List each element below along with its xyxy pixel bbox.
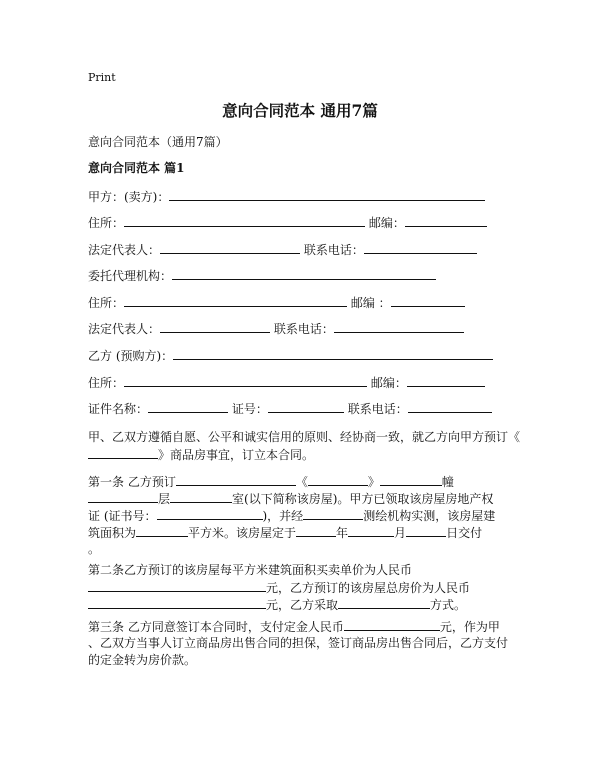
agent-legal-row xyxy=(88,321,464,336)
agent-row xyxy=(88,268,436,283)
buyer-address-row xyxy=(88,375,485,390)
text: 平方米。该房屋定于 xyxy=(188,526,297,540)
text: 幢 xyxy=(441,475,454,489)
blank xyxy=(136,525,188,537)
article3-line-1 xyxy=(88,619,500,634)
text: 证 (证书号： xyxy=(88,509,157,523)
blank xyxy=(303,508,363,520)
article2-line-1: 第二条乙方预订的该房屋每平方米建筑面积买卖单价为人民币 xyxy=(88,563,413,577)
legal-rep-blank xyxy=(160,242,300,254)
address-blank xyxy=(124,375,367,387)
seller-legal-row xyxy=(88,242,477,257)
postcode-label: 邮编： xyxy=(370,376,407,390)
text: 《 xyxy=(295,475,308,489)
intro-tail: 》商品房事宜，订立本合同。 xyxy=(158,448,315,462)
blank xyxy=(296,525,336,537)
seller-blank xyxy=(169,189,485,201)
text: 月 xyxy=(394,526,407,540)
blank xyxy=(406,525,446,537)
blank xyxy=(348,525,394,537)
address-blank xyxy=(124,215,365,227)
address-label: 住所： xyxy=(88,376,125,390)
phone-label: 联系电话： xyxy=(273,322,334,336)
agent-blank xyxy=(172,268,436,280)
legal-rep-label: 法定代表人： xyxy=(88,243,161,257)
cert-no-label: 证号： xyxy=(231,402,268,416)
text: 年 xyxy=(336,526,349,540)
article2-line-3 xyxy=(88,597,466,612)
blank xyxy=(170,491,232,503)
blank xyxy=(176,474,296,486)
section-heading: 意向合同范本 篇1 xyxy=(88,161,185,175)
blank xyxy=(88,491,158,503)
cert-name-label: 证件名称： xyxy=(88,402,149,416)
postcode-label: 邮编 ： xyxy=(350,296,391,310)
text: )，并经 xyxy=(262,509,304,523)
print-link[interactable]: Print xyxy=(88,71,116,84)
legal-rep-label: 法定代表人： xyxy=(88,322,161,336)
text: 》 xyxy=(367,475,380,489)
unit-price-blank xyxy=(88,580,266,592)
text: 筑面积为 xyxy=(88,526,137,540)
postcode-blank xyxy=(391,295,465,307)
page-title: 意向合同范本 通用7篇 xyxy=(222,101,378,120)
article3-line-2: 、乙双方当事人订立商品房出售合同的担保，签订商品房出售合同后，乙方支付 xyxy=(88,636,509,650)
phone-blank xyxy=(408,401,492,413)
postcode-label: 邮编： xyxy=(368,216,405,230)
postcode-blank xyxy=(407,375,485,387)
text: 元，乙方采取 xyxy=(266,598,339,612)
address-label: 住所： xyxy=(88,216,125,230)
phone-label: 联系电话： xyxy=(347,402,408,416)
blank xyxy=(380,474,442,486)
blank xyxy=(308,474,368,486)
buyer-label: 乙方 (预购方)： xyxy=(88,349,174,363)
article1-line-5: 。 xyxy=(88,542,101,556)
intro-line-1: 甲、乙双方遵循自愿、公平和诚实信用的原则、经协商一致，就乙方向甲方预订《 xyxy=(88,430,521,444)
phone-blank xyxy=(334,321,464,333)
phone-label: 联系电话： xyxy=(303,243,364,257)
article1-line-1 xyxy=(88,474,454,489)
article1-line-4 xyxy=(88,525,482,540)
buyer-row xyxy=(88,348,493,363)
buyer-cert-row xyxy=(88,401,492,416)
blank xyxy=(157,508,263,520)
text: 日交付 xyxy=(446,526,483,540)
text: 方式。 xyxy=(430,598,467,612)
agent-address-row xyxy=(88,295,465,310)
article1-line-3 xyxy=(88,508,495,523)
text: 元，乙方预订的该房屋总房价为人民币 xyxy=(266,581,471,595)
seller-address-row xyxy=(88,215,487,230)
address-blank xyxy=(124,295,347,307)
cert-name-blank xyxy=(148,401,228,413)
article1-line-2 xyxy=(88,491,493,506)
article2-line-2 xyxy=(88,580,470,595)
text: 室(以下简称该房屋)。甲方已领取该房屋房地产权 xyxy=(232,492,494,506)
buyer-blank xyxy=(173,348,493,360)
seller-row xyxy=(88,189,485,204)
deposit-blank xyxy=(344,619,440,631)
project-name-blank xyxy=(88,447,158,459)
phone-blank xyxy=(364,242,477,254)
address-label: 住所： xyxy=(88,296,125,310)
postcode-blank xyxy=(405,215,487,227)
legal-rep-blank xyxy=(160,321,270,333)
agent-label: 委托代理机构： xyxy=(88,269,173,283)
seller-label: 甲方：(卖方)： xyxy=(88,190,170,204)
payment-method-blank xyxy=(338,597,430,609)
intro-line-2 xyxy=(88,447,314,462)
total-price-blank xyxy=(88,597,266,609)
cert-no-blank xyxy=(268,401,344,413)
text: 第三条 乙方同意签订本合同时，支付定金人民币 xyxy=(88,620,344,634)
text: 第一条 乙方预订 xyxy=(88,475,176,489)
document-subtitle: 意向合同范本（通用7篇） xyxy=(88,135,228,149)
text: 层 xyxy=(158,492,171,506)
text: 测绘机构实测，该房屋建 xyxy=(363,509,496,523)
article3-line-3: 的定金转为房价款。 xyxy=(88,653,197,667)
text: 元，作为甲 xyxy=(439,620,500,634)
